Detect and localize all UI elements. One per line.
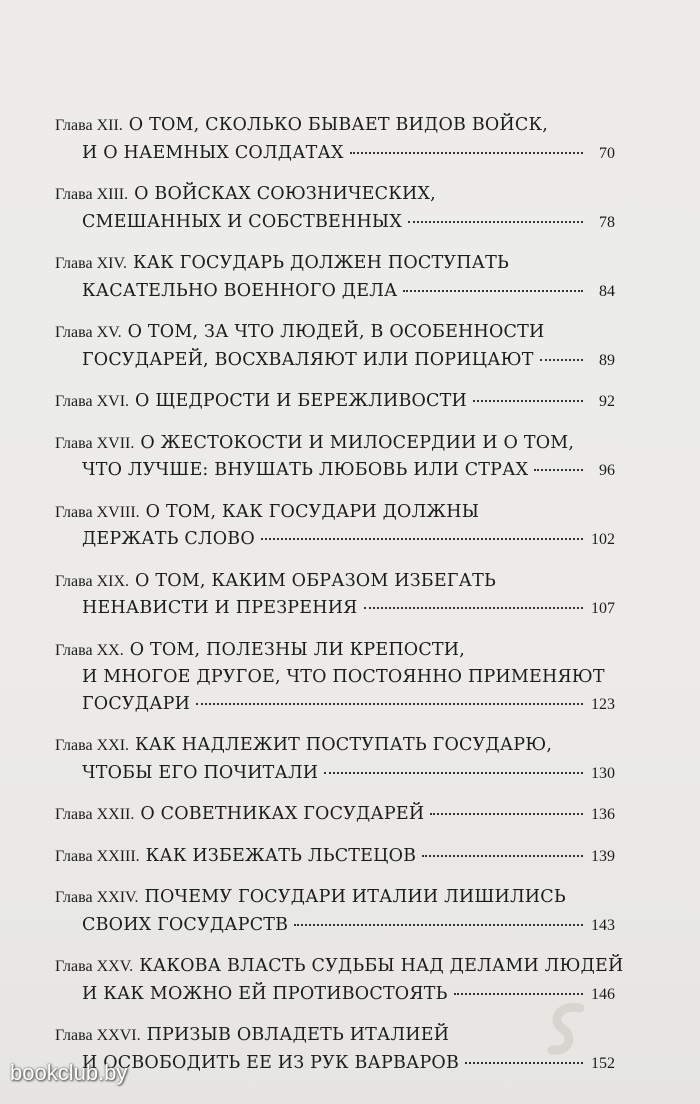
toc-line bbox=[55, 953, 624, 981]
toc-line bbox=[55, 457, 615, 485]
chapter-title-line: О ТОМ, КАК ГОСУДАРИ ДОЛЖНЫ bbox=[145, 501, 480, 522]
chapter-title-line: ЧТОБЫ ЕГО ПОЧИТАЛИ bbox=[82, 762, 319, 783]
chapter-title-line: И ОСВОБОДИТЬ ЕЕ ИЗ РУК ВАРВАРОВ bbox=[82, 1052, 460, 1073]
page-number: 130 bbox=[591, 764, 615, 782]
chapter-title-line: О ЖЕСТОКОСТИ И МИЛОСЕРДИИ И О ТОМ, bbox=[140, 432, 575, 453]
dot-leader bbox=[465, 1062, 583, 1064]
chapter-label: Глава XIX. bbox=[55, 572, 130, 590]
dot-leader bbox=[422, 855, 583, 857]
toc-entry bbox=[55, 430, 615, 485]
table-of-contents bbox=[55, 112, 624, 1091]
toc-line bbox=[55, 347, 615, 375]
toc-line bbox=[55, 732, 615, 760]
chapter-title-line: И МНОГОЕ ДРУГОЕ, ЧТО ПОСТОЯННО ПРИМЕНЯЮТ bbox=[82, 667, 605, 687]
chapter-title-line: ДЕРЖАТЬ СЛОВО bbox=[82, 529, 255, 549]
toc-entry bbox=[55, 884, 615, 939]
toc-line bbox=[55, 526, 615, 554]
toc-entry bbox=[55, 1022, 615, 1077]
chapter-label: Глава XVI. bbox=[55, 393, 130, 410]
dot-leader bbox=[364, 607, 583, 609]
dot-leader bbox=[403, 290, 583, 292]
dot-leader bbox=[454, 993, 583, 995]
dot-leader bbox=[294, 924, 583, 926]
chapter-title-line: О ТОМ, СКОЛЬКО БЫВАЕТ ВИДОВ ВОЙСК, bbox=[128, 115, 548, 135]
toc-line bbox=[55, 884, 615, 912]
dot-leader bbox=[534, 469, 583, 471]
page-number: 92 bbox=[599, 393, 615, 410]
page-number: 78 bbox=[599, 213, 615, 231]
chapter-title-line: КАК ИЗБЕЖАТЬ ЛЬСТЕЦОВ bbox=[145, 845, 417, 866]
toc-entry bbox=[55, 112, 615, 167]
page-number: 152 bbox=[591, 1054, 615, 1072]
toc-line bbox=[55, 568, 615, 596]
chapter-title-line: ПОЧЕМУ ГОСУДАРИ ИТАЛИИ ЛИШИЛИСЬ bbox=[144, 887, 566, 907]
chapter-label: Глава XXII. bbox=[55, 806, 135, 823]
toc-line bbox=[55, 760, 615, 788]
toc-line bbox=[55, 843, 615, 871]
toc-entry bbox=[55, 801, 615, 829]
toc-line bbox=[55, 691, 615, 719]
chapter-title-line: И О НАЕМНЫХ СОЛДАТАХ bbox=[82, 142, 344, 163]
toc-entry bbox=[55, 568, 615, 623]
page-number: 139 bbox=[591, 847, 615, 865]
page-number: 89 bbox=[599, 351, 615, 369]
toc-entry bbox=[55, 181, 615, 236]
toc-line bbox=[55, 912, 615, 940]
chapter-title-line: О ВОЙСКАХ СОЮЗНИЧЕСКИХ, bbox=[134, 184, 436, 204]
page-number: 102 bbox=[591, 531, 615, 548]
toc-line bbox=[55, 801, 615, 829]
chapter-title-line: ГОСУДАРИ bbox=[82, 693, 191, 714]
page-number: 107 bbox=[591, 600, 615, 617]
toc-line bbox=[55, 664, 615, 691]
chapter-title-line: СМЕШАННЫХ И СОБСТВЕННЫХ bbox=[82, 211, 402, 232]
chapter-label: Глава XVIII. bbox=[55, 503, 140, 521]
chapter-label: Глава XIII. bbox=[55, 186, 129, 203]
toc-line bbox=[55, 1022, 615, 1050]
toc-line bbox=[55, 430, 615, 458]
chapter-title-line: О ТОМ, КАКИМ ОБРАЗОМ ИЗБЕГАТЬ bbox=[135, 570, 496, 591]
chapter-label: Глава XXIV. bbox=[55, 889, 139, 906]
chapter-title-line: ГОСУДАРЕЙ, ВОСХВАЛЯЮТ ИЛИ ПОРИЦАЮТ bbox=[82, 349, 534, 370]
toc-line bbox=[55, 388, 615, 416]
toc-entry bbox=[55, 732, 615, 787]
toc-line bbox=[55, 1050, 615, 1078]
chapter-title-line: КАК ГОСУДАРЬ ДОЛЖЕН ПОСТУПАТЬ bbox=[132, 253, 509, 273]
chapter-label: Глава XIV. bbox=[55, 255, 127, 272]
toc-line bbox=[55, 278, 615, 306]
toc-entry bbox=[55, 388, 615, 416]
dot-leader bbox=[261, 538, 583, 540]
dot-leader bbox=[350, 152, 583, 154]
toc-line bbox=[55, 595, 615, 623]
chapter-title-line: КАК НАДЛЕЖИТ ПОСТУПАТЬ ГОСУДАРЮ, bbox=[135, 735, 553, 755]
chapter-label: Глава XXVI. bbox=[55, 1027, 141, 1044]
chapter-title-line: О ТОМ, ЗА ЧТО ЛЮДЕЙ, В ОСОБЕННОСТИ bbox=[127, 322, 545, 342]
chapter-title-line: ЧТО ЛУЧШЕ: ВНУШАТЬ ЛЮБОВЬ ИЛИ СТРАХ bbox=[82, 460, 529, 480]
toc-line bbox=[55, 637, 615, 665]
toc-line bbox=[55, 140, 615, 168]
page-number: 146 bbox=[591, 985, 615, 1003]
page-number: 136 bbox=[591, 806, 615, 823]
chapter-label: Глава XXIII. bbox=[55, 847, 140, 865]
toc-entry bbox=[55, 953, 624, 1008]
page-number: 70 bbox=[599, 144, 615, 162]
chapter-title-line: О СОВЕТНИКАХ ГОСУДАРЕЙ bbox=[140, 804, 425, 824]
toc-entry bbox=[55, 499, 615, 554]
dot-leader bbox=[324, 772, 583, 774]
toc-line bbox=[55, 250, 615, 278]
toc-entry bbox=[55, 319, 615, 374]
dot-leader bbox=[408, 221, 583, 223]
chapter-label: Глава XXI. bbox=[55, 737, 130, 754]
chapter-title-line: И КАК МОЖНО ЕЙ ПРОТИВОСТОЯТЬ bbox=[82, 983, 448, 1004]
chapter-label: Глава XVII. bbox=[55, 434, 135, 452]
toc-line bbox=[55, 112, 615, 140]
chapter-label: Глава XXV. bbox=[55, 958, 134, 975]
page-number: 96 bbox=[599, 462, 615, 479]
toc-line bbox=[55, 981, 615, 1009]
chapter-title-line: КАКОВА ВЛАСТЬ СУДЬБЫ НАД ДЕЛАМИ ЛЮДЕЙ bbox=[139, 956, 624, 976]
chapter-title-line: О ТОМ, ПОЛЕЗНЫ ЛИ КРЕПОСТИ, bbox=[129, 639, 466, 660]
toc-entry bbox=[55, 250, 615, 305]
dot-leader bbox=[540, 359, 583, 361]
chapter-title-line: О ЩЕДРОСТИ И БЕРЕЖЛИВОСТИ bbox=[135, 391, 467, 411]
site-watermark: bookclub.by bbox=[10, 1060, 128, 1085]
dot-leader bbox=[196, 703, 583, 705]
chapter-label: Глава XV. bbox=[55, 324, 122, 341]
toc-line bbox=[55, 181, 615, 209]
dot-leader bbox=[430, 813, 583, 815]
page-number: 84 bbox=[599, 282, 615, 300]
chapter-title-line: НЕНАВИСТИ И ПРЕЗРЕНИЯ bbox=[82, 598, 358, 618]
chapter-title-line: КАСАТЕЛЬНО ВОЕННОГО ДЕЛА bbox=[82, 280, 398, 301]
toc-entry bbox=[55, 843, 615, 871]
toc-entry bbox=[55, 637, 615, 719]
chapter-title-line: ПРИЗЫВ ОВЛАДЕТЬ ИТАЛИЕЙ bbox=[146, 1025, 450, 1045]
toc-line bbox=[55, 319, 615, 347]
chapter-label: Глава XII. bbox=[55, 117, 123, 134]
page-number: 123 bbox=[591, 695, 615, 713]
chapter-title-line: СВОИХ ГОСУДАРСТВ bbox=[82, 914, 289, 935]
toc-line bbox=[55, 209, 615, 237]
dot-leader bbox=[473, 400, 583, 402]
toc-line bbox=[55, 499, 615, 527]
page-number: 143 bbox=[591, 916, 615, 934]
chapter-label: Глава XX. bbox=[55, 641, 124, 659]
